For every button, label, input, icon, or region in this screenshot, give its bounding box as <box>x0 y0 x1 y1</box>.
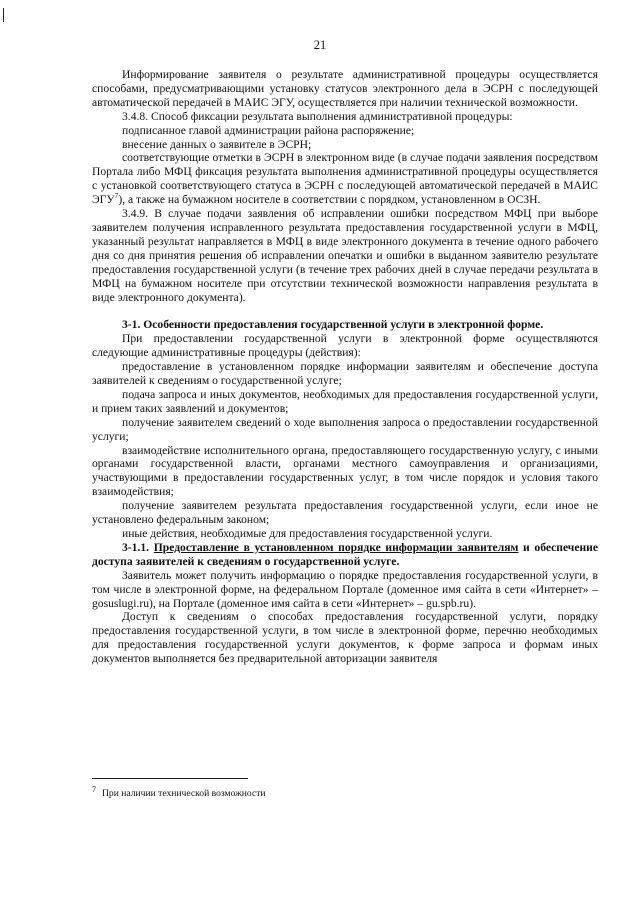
paragraph: 3.4.9. В случае подачи заявления об исправлении ошибки посредством МФЦ при выборе заявителем получения исправленного результата предоставления государственной услуги в МФЦ, указанный результат направляется в МФЦ в виде электронного документа в течение одного рабочего дня со дня принятия решения об исправлении опечатки и ошибки в выданном заявителю результате предоставления государственной услуги (в течение трех рабочих дней в случае передачи результата в МФЦ на бумажном носителе при отсутствии технической возможности направления результата в виде электронного документа). <box>92 207 598 304</box>
list-item: предоставление в установленном порядке информации заявителям и обеспечение доступа заявителей к сведениям о государственной услуге; <box>92 360 598 388</box>
footnote <box>92 784 598 800</box>
paragraph: 3.4.8. Способ фиксации результата выполнения административной процедуры: <box>122 109 513 123</box>
scan-edge-mark <box>3 8 4 22</box>
paragraph: Заявитель может получить информацию о порядке предоставления государственной услуги, в том числе в электронной форме, на федеральном Портале (доменное имя сайта в сети «Интернет» – gosuslugi.ru), на Портале (доменное имя сайта в сети «Интернет» – gu.spb.ru). <box>92 568 598 610</box>
list-item: взаимодействие исполнительного органа, предоставляющего государственную услугу, с иными органами государственной власти, органами местного самоуправления и организациями, участвующими в предоставлении государственных услуг, в том числе порядок и условия такого взаимодействия; <box>92 443 598 499</box>
footnote-divider <box>92 778 248 779</box>
page-number: 21 <box>313 38 327 52</box>
subsection-heading <box>92 541 598 569</box>
section-heading: 3-1. Особенности предоставления государственной услуги в электронной форме. <box>122 318 544 332</box>
paragraph <box>92 151 598 207</box>
document-body <box>92 68 598 666</box>
paragraph: Доступ к сведениям о способах предоставления государственной услуги, порядку предоставления государственной услуги, в том числе в электронной форме, перечню необходимых для предоставления государственной услуги документов, к форме запроса и формам иных документов выполняется без предварительной авторизации заявителя <box>92 610 598 666</box>
list-item: подача запроса и иных документов, необходимых для предоставления государственной услуги, и прием таких заявлений и документов; <box>92 387 598 415</box>
subsection-number: 3-1.1. <box>122 540 150 554</box>
paragraph: внесение данных о заявителе в ЭСРН; <box>122 137 312 151</box>
paragraph: подписанное главой администрации района распоряжение; <box>122 123 415 137</box>
footnote-text: При наличии технической возможности <box>102 788 266 799</box>
paragraph-text: соответствующие отметки в ЭСРН в электронном виде (в случае подачи заявления посредством Портала либо МФЦ фиксация результата выполнения административной процедуры осуществляется с установкой соответствующего статуса в ЭСРН с последующей автоматической передачей в МАИС ЭГУ <box>92 151 598 207</box>
list-item: получение заявителем сведений о ходе выполнения запроса о предоставлении государственной услуги; <box>92 415 598 443</box>
subsection-title-underlined: Предоставление в установленном порядке информации заявителям <box>153 540 519 554</box>
list-item: получение заявителем результата предоставления государственной услуги, если иное не установлено федеральным законом; <box>92 499 598 527</box>
paragraph: При предоставлении государственной услуги в электронной форме осуществляются следующие административные процедуры (действия): <box>92 332 598 360</box>
paragraph-text: ), а также на бумажном носителе в соответствии с порядком, установленном в ОСЗН. <box>118 193 541 207</box>
list-item: иные действия, необходимые для предоставления государственной услуги. <box>122 527 493 540</box>
footnote-mark: 7 <box>92 784 96 794</box>
subsection-title-rest: и обеспечение доступа заявителей к сведениям о государственной услуге. <box>92 540 598 568</box>
footnote-reference[interactable]: 7 <box>114 191 119 201</box>
paragraph: Информирование заявителя о результате административной процедуры осуществляется способами, предусматривающими установку статусов электронного дела в ЭСРН с последующей автоматической передачей в МАИС ЭГУ, осуществляется при наличии технической возможности. <box>92 68 598 109</box>
